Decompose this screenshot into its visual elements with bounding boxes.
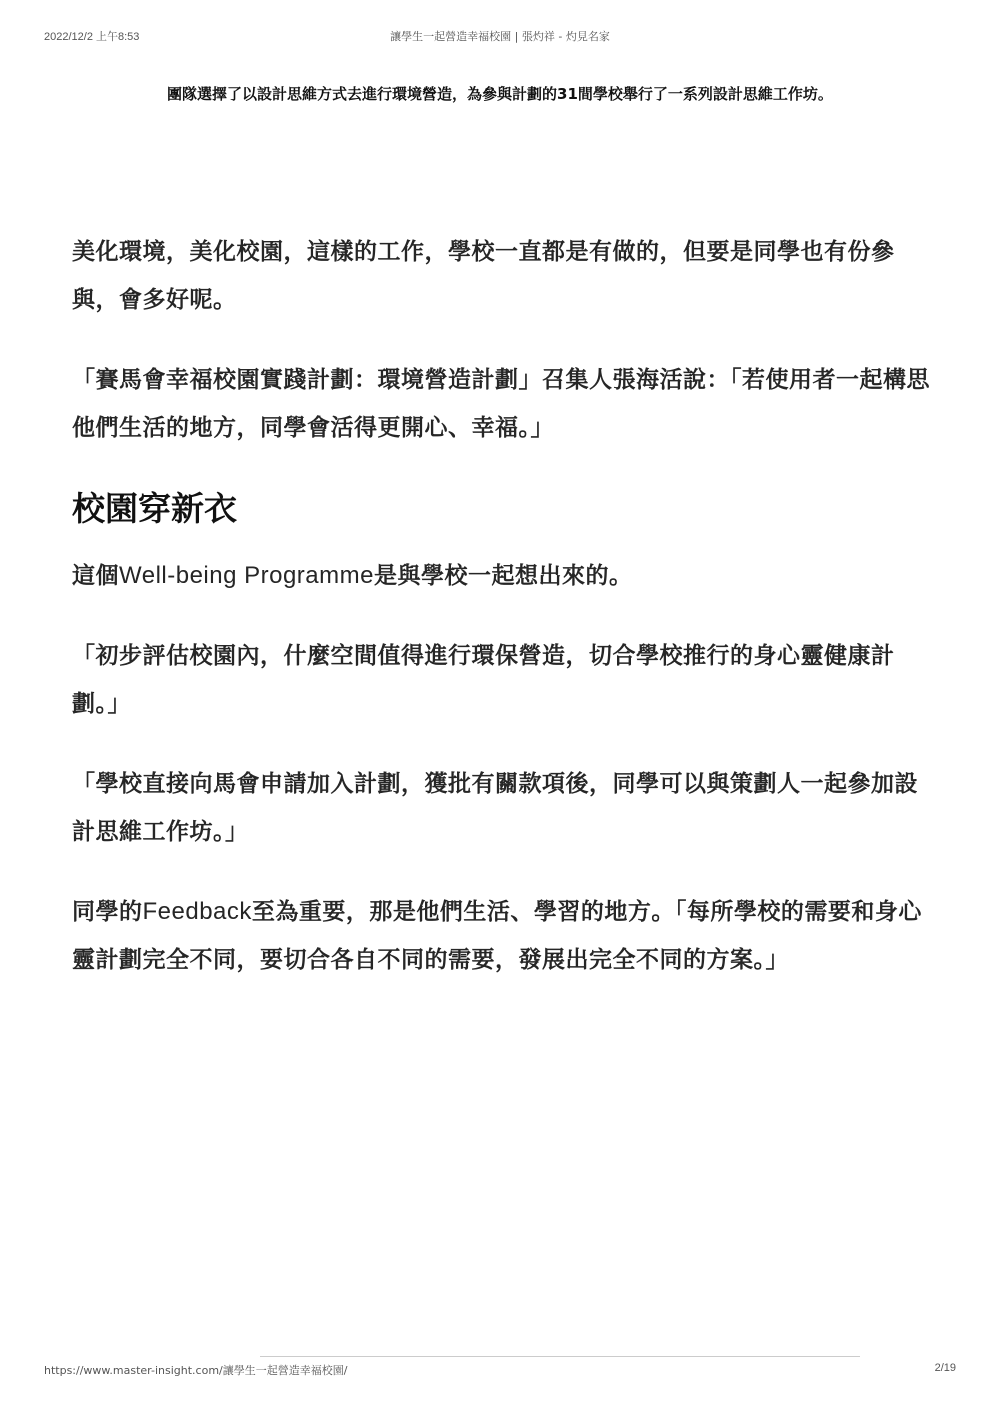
article-body bbox=[72, 228, 932, 1016]
article-paragraph-2: 「賽馬會幸福校園實踐計劃：環境營造計劃」召集人張海活說：「若使用者一起構思他們生活的地方，同學會活得更開心、幸福。」 bbox=[72, 367, 930, 441]
article-paragraph-1: 美化環境，美化校園，這樣的工作，學校一直都是有做的，但要是同學也有份參與，會多好呢。 bbox=[72, 239, 895, 313]
article-paragraph-5: 「學校直接向馬會申請加入計劃，獲批有關款項後，同學可以與策劃人一起參加設計思維工作坊。」 bbox=[72, 771, 918, 845]
image-caption: 團隊選擇了以設計思維方式去進行環境營造，為參與計劃的31間學校舉行了一系列設計思維工作坊。 bbox=[167, 85, 833, 103]
paragraph-3-text-end: 是與學校一起想出來的。 bbox=[373, 563, 633, 589]
page-number: 2/19 bbox=[934, 1362, 956, 1374]
page-url: https://www.master-insight.com/讓學生一起營造幸福校園/ bbox=[44, 1364, 348, 1377]
print-page-title: 讓學生一起營造幸福校園 | 張灼祥 - 灼見名家 bbox=[390, 30, 610, 43]
paragraph-6-text-start: 同學的 bbox=[72, 899, 143, 925]
article-paragraph-4: 「初步評估校園內，什麼空間值得進行環保營造，切合學校推行的身心靈健康計劃。」 bbox=[72, 643, 895, 717]
article-paragraph-3 bbox=[72, 552, 932, 600]
article-paragraph-6 bbox=[72, 888, 932, 984]
section-heading: 校園穿新衣 bbox=[72, 489, 237, 528]
print-header bbox=[44, 28, 956, 44]
print-footer bbox=[44, 1362, 956, 1378]
print-date: 2022/12/2 上午8:53 bbox=[44, 31, 140, 43]
programme-name: Well-being Programme bbox=[119, 562, 374, 589]
paragraph-3-text-start: 這個 bbox=[72, 563, 119, 589]
paragraph-6-text-end: 至為重要，那是他們生活、學習的地方。「每所學校的需要和身心靈計劃完全不同，要切合各自不同的需要，發展出完全不同的方案。」 bbox=[72, 899, 922, 973]
feedback-term: Feedback bbox=[142, 898, 252, 925]
footer-divider bbox=[260, 1356, 860, 1357]
